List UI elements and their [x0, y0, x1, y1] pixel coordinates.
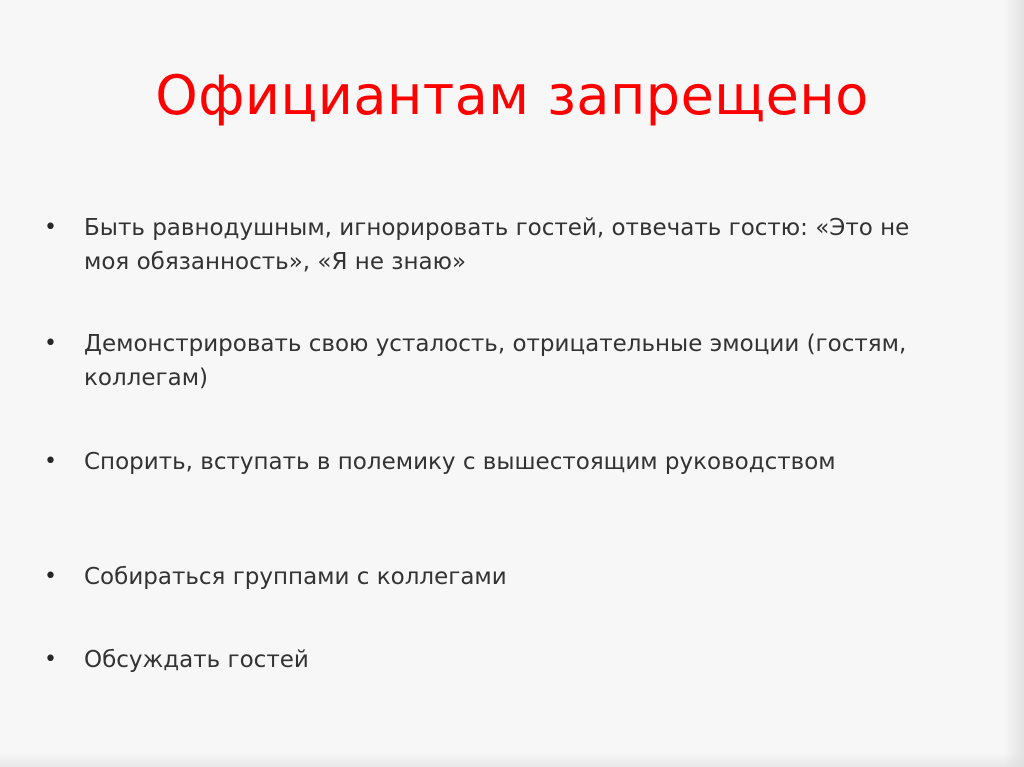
page-edge-shadow-bottom — [0, 753, 1024, 767]
bullet-mark: • — [44, 647, 57, 672]
bullet-mark: • — [44, 564, 57, 589]
bullet-mark: • — [44, 331, 57, 356]
bullet-mark: • — [44, 215, 57, 240]
bullet-text: Спорить, вступать в полемику с вышестоящим руководством — [84, 449, 836, 475]
bullet-item — [44, 643, 944, 677]
bullet-item — [44, 327, 944, 395]
bullet-text: Быть равнодушным, игнорировать гостей, отвечать гостю: «Это не моя обязанность», «Я не знаю» — [84, 215, 910, 275]
bullet-mark: • — [44, 449, 57, 474]
bullet-text: Собираться группами с коллегами — [84, 564, 507, 590]
slide-title: Официантам запрещено — [155, 64, 869, 127]
bullet-text: Обсуждать гостей — [84, 647, 309, 673]
bullet-item — [44, 560, 944, 594]
bullet-text: Демонстрировать свою усталость, отрицательные эмоции (гостям, коллегам) — [84, 331, 907, 391]
bullet-item — [44, 445, 944, 479]
bullet-item — [44, 211, 944, 279]
